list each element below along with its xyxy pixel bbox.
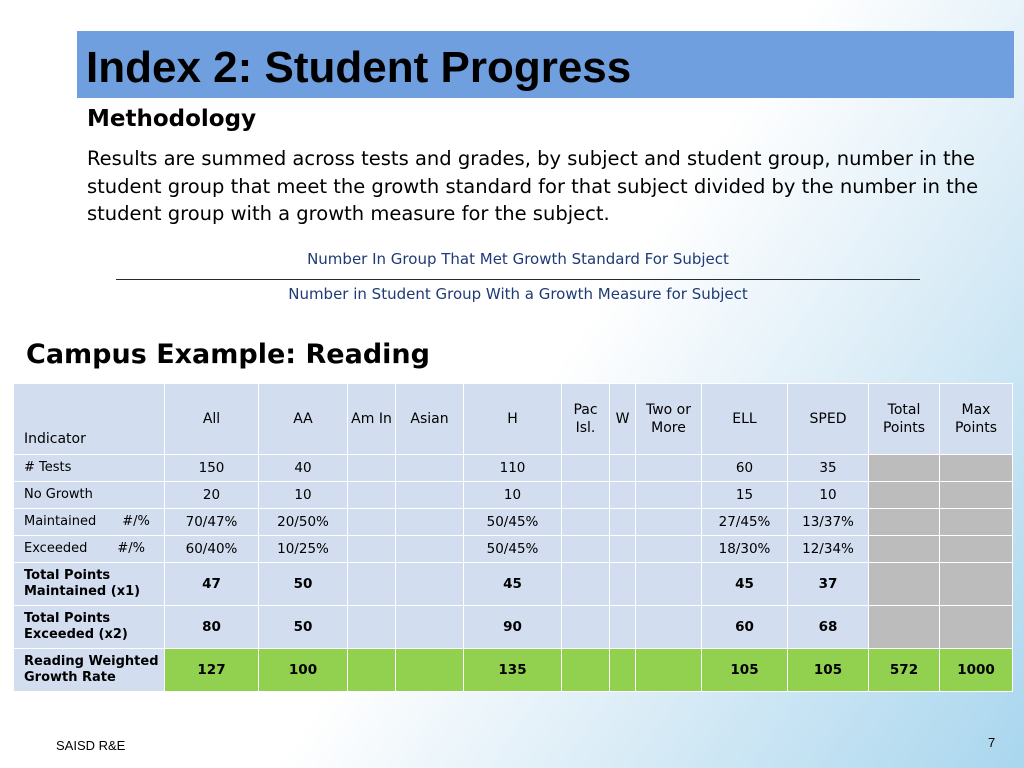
cell	[396, 606, 464, 649]
cell	[940, 536, 1013, 563]
cell	[610, 563, 636, 606]
cell	[940, 482, 1013, 509]
row-label: Total Points Maintained (x1)	[14, 563, 165, 606]
fraction-line	[116, 279, 920, 280]
cell	[869, 509, 940, 536]
cell: 60	[702, 455, 788, 482]
cell: 50	[259, 606, 348, 649]
cell	[396, 509, 464, 536]
row-label	[14, 509, 165, 536]
cell	[348, 455, 396, 482]
methodology-text: Results are summed across tests and grades, by subject and student group, number in the student group that meet the growth standard for that subject divided by the number in the student group with a growth measure for the subject.	[87, 147, 979, 225]
cell: 40	[259, 455, 348, 482]
cell: 15	[702, 482, 788, 509]
cell	[636, 649, 702, 692]
cell	[348, 649, 396, 692]
row-label-text: Maintained	[24, 514, 97, 529]
table-row	[14, 563, 1013, 606]
cell	[562, 482, 610, 509]
cell: 150	[165, 455, 259, 482]
header-total-points: Total Points	[869, 384, 940, 455]
cell: 27/45%	[702, 509, 788, 536]
table-row	[14, 482, 1013, 509]
cell: 45	[464, 563, 562, 606]
cell	[940, 563, 1013, 606]
cell: 35	[788, 455, 869, 482]
cell: 12/34%	[788, 536, 869, 563]
header-two-or-more: Two or More	[636, 384, 702, 455]
cell	[869, 536, 940, 563]
header-all: All	[165, 384, 259, 455]
row-label	[14, 536, 165, 563]
cell	[348, 536, 396, 563]
cell	[348, 563, 396, 606]
cell	[610, 649, 636, 692]
cell: 127	[165, 649, 259, 692]
cell: 50/45%	[464, 509, 562, 536]
header-asian: Asian	[396, 384, 464, 455]
cell	[562, 649, 610, 692]
cell: 90	[464, 606, 562, 649]
slide-subtitle: Methodology	[87, 106, 257, 132]
cell	[396, 563, 464, 606]
header-ell: ELL	[702, 384, 788, 455]
cell: 10	[464, 482, 562, 509]
row-label-text: Exceeded	[24, 541, 88, 556]
cell: 1000	[940, 649, 1013, 692]
cell: 10/25%	[259, 536, 348, 563]
cell	[610, 606, 636, 649]
table-row	[14, 606, 1013, 649]
cell: 18/30%	[702, 536, 788, 563]
row-label: Total Points Exceeded (x2)	[14, 606, 165, 649]
cell	[636, 482, 702, 509]
table-row	[14, 509, 1013, 536]
cell: 110	[464, 455, 562, 482]
cell	[396, 482, 464, 509]
cell: 10	[788, 482, 869, 509]
cell	[610, 509, 636, 536]
cell	[562, 563, 610, 606]
cell: 60/40%	[165, 536, 259, 563]
cell	[348, 482, 396, 509]
cell: 50	[259, 563, 348, 606]
cell: 50/45%	[464, 536, 562, 563]
cell	[610, 536, 636, 563]
cell	[396, 649, 464, 692]
cell	[940, 455, 1013, 482]
header-pac-isl: Pac Isl.	[562, 384, 610, 455]
cell	[562, 455, 610, 482]
cell	[396, 536, 464, 563]
cell: 10	[259, 482, 348, 509]
header-indicator: Indicator	[14, 384, 165, 455]
cell	[636, 536, 702, 563]
cell	[636, 606, 702, 649]
slide-title: Index 2: Student Progress	[86, 43, 632, 92]
cell: 20	[165, 482, 259, 509]
cell	[396, 455, 464, 482]
cell	[348, 606, 396, 649]
row-label: Reading Weighted Growth Rate	[14, 649, 165, 692]
growth-table	[13, 383, 1013, 692]
cell: 80	[165, 606, 259, 649]
cell: 135	[464, 649, 562, 692]
row-label: # Tests	[14, 455, 165, 482]
cell	[348, 509, 396, 536]
cell	[562, 536, 610, 563]
header-am-in: Am In	[348, 384, 396, 455]
fraction-numerator: Number In Group That Met Growth Standard For Subject	[307, 250, 729, 268]
row-label-unit: #/%	[122, 514, 150, 529]
cell	[636, 509, 702, 536]
header-max-points: Max Points	[940, 384, 1013, 455]
table-row	[14, 536, 1013, 563]
header-aa: AA	[259, 384, 348, 455]
table-row	[14, 455, 1013, 482]
row-label-unit: #/%	[117, 541, 145, 556]
cell	[636, 563, 702, 606]
cell	[636, 455, 702, 482]
header-h: H	[464, 384, 562, 455]
fraction-denominator: Number in Student Group With a Growth Measure for Subject	[288, 285, 748, 303]
cell	[562, 509, 610, 536]
cell: 45	[702, 563, 788, 606]
cell	[562, 606, 610, 649]
cell	[869, 455, 940, 482]
row-label: No Growth	[14, 482, 165, 509]
cell: 572	[869, 649, 940, 692]
cell: 20/50%	[259, 509, 348, 536]
cell: 100	[259, 649, 348, 692]
page-number: 7	[988, 735, 996, 750]
cell: 105	[702, 649, 788, 692]
cell	[610, 482, 636, 509]
header-w: W	[610, 384, 636, 455]
cell: 60	[702, 606, 788, 649]
cell	[869, 563, 940, 606]
cell	[940, 606, 1013, 649]
cell: 13/37%	[788, 509, 869, 536]
header-sped: SPED	[788, 384, 869, 455]
cell: 70/47%	[165, 509, 259, 536]
cell: 47	[165, 563, 259, 606]
cell	[940, 509, 1013, 536]
section-heading: Campus Example: Reading	[26, 339, 430, 370]
cell	[869, 606, 940, 649]
cell	[610, 455, 636, 482]
footer-source: SAISD R&E	[56, 738, 126, 753]
cell: 68	[788, 606, 869, 649]
cell: 37	[788, 563, 869, 606]
cell: 105	[788, 649, 869, 692]
table-row	[14, 649, 1013, 692]
cell	[869, 482, 940, 509]
